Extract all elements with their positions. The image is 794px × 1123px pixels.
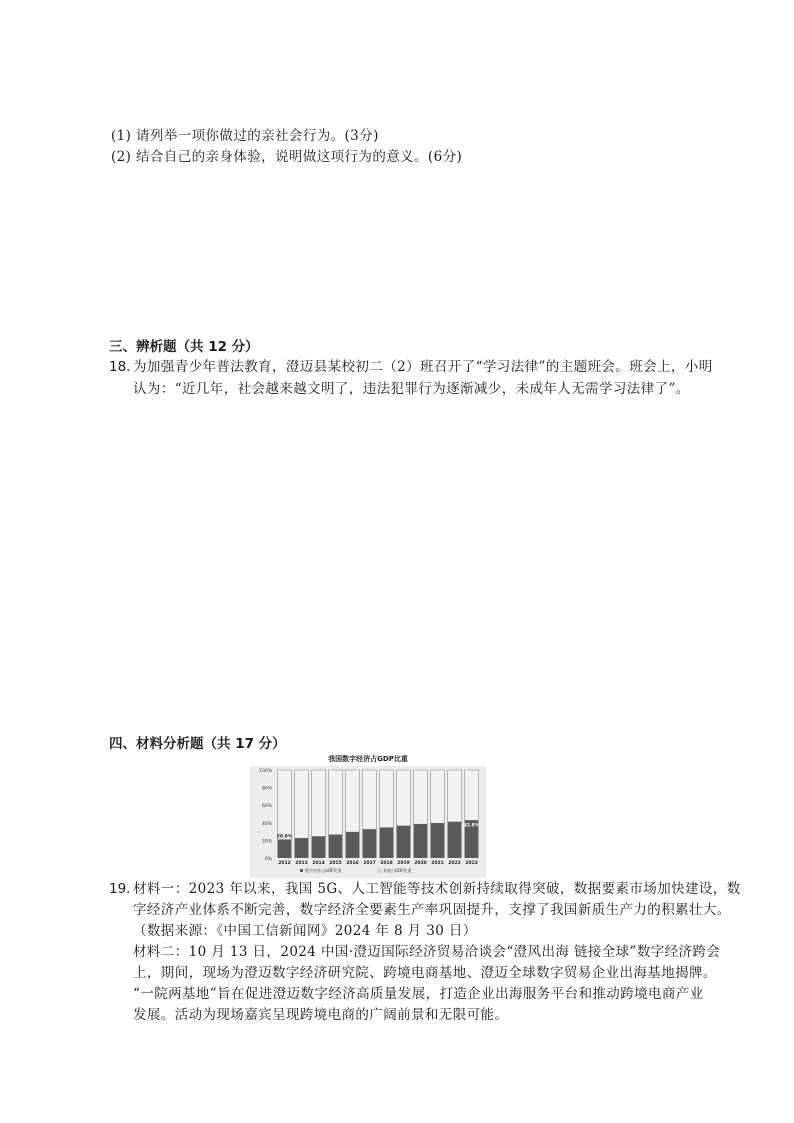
y-tick-label: 0%	[264, 857, 272, 862]
bar-other-2017	[363, 770, 377, 829]
bar-digital-2013	[295, 838, 309, 858]
material-1-line-1: 材料一：2023 年以来，我国 5G、人工智能等技术创新持续取得突破，数据要素市场加快建设，数	[133, 881, 741, 897]
legend-label-digital: 数字经济占GDP比重	[305, 868, 342, 873]
bar-other-2013	[295, 770, 309, 838]
data-label-last: 42.8%	[463, 823, 480, 829]
y-tick-label: 80%	[261, 786, 272, 792]
y-tick-label: 40%	[261, 821, 272, 827]
x-tick-label: 2014	[312, 861, 325, 866]
material-1-line-2: 字经济产业体系不断完善，数字经济全要素生产率巩固提升，支撑了我国新质生产力的积累壮大。	[133, 902, 731, 918]
legend-swatch-digital	[300, 869, 303, 872]
bar-digital-2017	[363, 829, 377, 858]
bar-digital-2014	[312, 836, 326, 858]
x-tick-label: 2012	[278, 861, 291, 866]
question-18-line-1: 为加强青少年普法教育，澄迈县某校初二（2）班召开了“学习法律”的主题班会。班会上，小明	[133, 359, 713, 375]
x-tick-label: 2015	[329, 861, 342, 866]
y-tick-label: 100%	[259, 769, 272, 774]
bar-other-2019	[397, 770, 411, 826]
bar-digital-2020	[414, 824, 428, 858]
legend-swatch-other	[378, 869, 381, 872]
x-tick-label: 2018	[380, 861, 393, 866]
section-4-heading: 四、材料分析题（共 17 分）	[109, 736, 286, 752]
x-tick-label: 2017	[363, 861, 376, 866]
legend-label-other: 其他占GDP比重	[383, 868, 412, 873]
bar-other-2022	[448, 770, 462, 822]
material-2-line-2: 上，期间，现场为澄迈数字经济研究院、跨境电商基地、澄迈全球数字贸易企业出海基地揭牌。	[133, 965, 717, 981]
bar-other-2023	[465, 770, 479, 820]
question-18-line-2: 认为：“近几年，社会越来越文明了，违法犯罪行为逐渐减少，未成年人无需学习法律了”。	[133, 381, 690, 397]
bar-other-2020	[414, 770, 428, 824]
bar-other-2018	[380, 770, 394, 828]
data-label-first: 20.9%	[276, 834, 293, 840]
bar-other-2014	[312, 770, 326, 836]
x-tick-label: 2023	[465, 861, 478, 866]
section-3-heading: 三、辨析题（共 12 分）	[109, 339, 259, 355]
bar-digital-2018	[380, 828, 394, 858]
material-2-line-1: 材料二：10 月 13 日，2024 中国·澄迈国际经济贸易洽谈会“澄风出海 链接全球”数字经济跨会	[133, 944, 721, 960]
x-tick-label: 2021	[431, 861, 444, 866]
subquestion-1: (1) 请列举一项你做过的亲社会行为。(3分)	[111, 128, 379, 144]
bar-other-2016	[346, 770, 360, 832]
x-tick-label: 2022	[448, 861, 461, 866]
x-tick-label: 2013	[295, 861, 308, 866]
bar-other-2021	[431, 770, 445, 823]
subquestion-2: (2) 结合自己的亲身体验，说明做这项行为的意义。(6分)	[111, 149, 463, 165]
material-2-line-3: “一院两基地”旨在促进澄迈数字经济高质量发展，打造企业出海服务平台和推动跨境电商产业	[133, 986, 704, 1002]
bar-digital-2016	[346, 832, 360, 858]
material-2-line-4: 发展。活动为现场嘉宾呈现跨境电商的广阔前景和无限可能。	[133, 1007, 509, 1023]
bar-digital-2019	[397, 826, 411, 858]
digital-economy-gdp-chart	[250, 752, 486, 878]
bar-digital-2015	[329, 835, 343, 858]
chart-title: 我国数字经济占GDP比重	[328, 755, 408, 763]
material-1-source: （数据来源：《中国工信新闻网》2024 年 8 月 30 日）	[133, 923, 477, 939]
question-18-number: 18.	[109, 359, 131, 375]
bar-other-2012	[278, 770, 292, 840]
x-tick-label: 2020	[414, 861, 427, 866]
x-tick-label: 2016	[346, 861, 359, 866]
question-19-number: 19.	[109, 881, 131, 897]
y-tick-label: 20%	[261, 839, 272, 845]
bar-other-2015	[329, 770, 343, 835]
bar-digital-2012	[278, 840, 292, 858]
x-tick-label: 2019	[397, 861, 410, 866]
y-tick-label: 60%	[261, 804, 272, 810]
bar-digital-2022	[448, 822, 462, 858]
bar-digital-2021	[431, 823, 445, 858]
